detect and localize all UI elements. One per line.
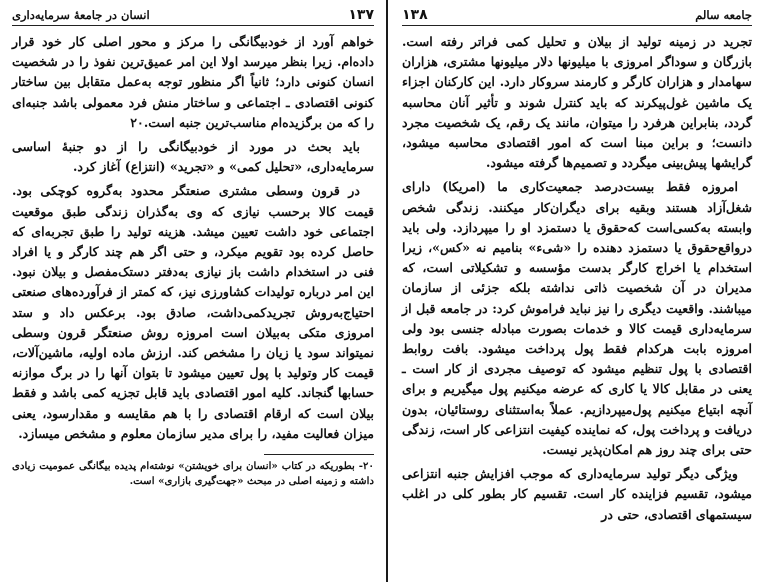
paragraph: امروزه فقط بیست‌درصد جمعیت‌کاری ما (امریکا) دارای شغل‌آزاد هستند وبقیه برای دیگران‌کار میکنند. زندگی شخص وابسته به‌کسی‌است که‌حقوق یا دستمزد او را میپردازد. ولی باید درواقع‌حقوق یا دستمزد دهنده را «شیء» بنامیم نه «کس»، زیرا استخدام یا اخراج کارگر بدست مؤسسه و تشکیلاتی است، که مدیران در آن شخصیت ذاتی نداشته بلکه جزئی از سازمان میباشند. واقعیت دیگری را نیز نباید فراموش کرد: در جامعه قبل از سرمایه‌داری قیمت کالا و خدمات بصورت مبادله جنسی بود ولی امروزه بابت هرکدام فقط پول پرداخت میشود. بافت روابط اقتصادی با پول تنظیم میشود که توصیف مجردی از کار است ـ یعنی در مقابل کالا یا کاری که عرضه میکنیم پول میگیریم و برای آنچه ابتیاع میکنیم پول‌میپردازیم. عملاً به‌استثنای روستائیان، بدون دریافت و پرداخت پول، که نماینده کیفیت انتزاعی کار است، زندگی حتی برای چند روز هم امکان‌پذیر نیست. — [402, 179, 752, 458]
right-running-head — [402, 6, 752, 24]
left-body-text — [12, 32, 374, 444]
paragraph: ویژگی دیگر تولید سرمایه‌داری که موجب افزایش جنبه انتزاعی میشود، تقسیم فزاینده کار است. تقسیم کار بطور کلی در اغلب سیستمهای اقتصادی، حتی در — [402, 466, 752, 522]
footnote-rule — [264, 454, 374, 455]
running-title: جامعه سالم — [695, 8, 752, 22]
paragraph: خواهم آورد از خودبیگانگی را مرکز و محور اصلی کار خود قرار داده‌ام. زیرا بنظر میرسد اولا این امر عمیق‌ترین نفوذ را در شخصیت انسان کنونی دارد؛ ثانیاً اگر منظور توجه به‌عمل متقابل بین ساختار کنونی اقتصادی ـ اجتماعی و ساختار منش فرد معمولی باشد جنبه‌ای را که من برگزیده‌ام مناسب‌ترین جنبه است.۲۰ — [12, 34, 374, 130]
header-rule — [12, 25, 374, 26]
right-body-text — [402, 32, 752, 525]
paragraph: در قرون وسطی مشتری صنعتگر محدود به‌گروه کوچکی بود. قیمت کالا برحسب نیازی که وی به‌گذران زندگی طبق موقعیت اجتماعی خود داشت تعیین میشد. هزینه تولید را طبق تجربه‌ای که حاصل کرده بود تقویم میکرد، و حتی اگر هم چند کارگر و یا افراد فنی در استخدام داشت باز نیازی به‌دفتر دستک‌مفصل و بیلان نبود. این امر درباره تولیدات کشاورزی نیز، که کمتر از فرآورده‌های صنعتی احتیاج‌به‌روش تجریدکمی‌داشت، صادق بود. برعکس داد و ستد امروزی متکی به‌بیلان است امروزه روش صنعتگر قرون وسطی نمیتواند سود یا زیان را مشخص کند. ارزش ماده اولیه، ماشین‌آلات، قیمت کار وتولید با پول تعیین میشود تا بتوان آنها را در برگ موازنه حسابها گنجاند. کلیه امور اقتصادی باید قابل تجزیه کمی باشد و فقط بیلان است که ارقام اقتصادی را با هم مقایسه و مقدارسود، یعنی میزان فعالیت مفید، را برای مدیر سازمان معلوم و مشخص میسازد. — [12, 183, 374, 441]
right-page — [388, 0, 768, 582]
page-number: ۱۳۷ — [348, 7, 374, 23]
running-title: انسان در جامعهٔ سرمایه‌داری — [12, 8, 150, 22]
paragraph: تجرید در زمینه تولید از بیلان و تحلیل کمی فراتر رفته است. بازرگان و سوداگر امروزی با میلیونها دلار میلیونها مشتری، هزاران سهامدار و هزاران کارگر و کارمند سروکار دارد. این کارکنان اجزاء یک ماشین غول‌پیکرند که باید کنترل شوند و تأثیر آنان محاسبه گردد، بنابراین هرفرد را میتوان، مانند یک رقم، یک شخصیت مجرد دانست؛ و براین مبنا است که امور اقتصادی محاسبه میشود، گرایشها پیش‌بینی میگردد و تصمیم‌ها گرفته میشود. — [402, 34, 752, 171]
page-number: ۱۳۸ — [402, 7, 428, 23]
header-rule — [402, 25, 752, 26]
footnote: ۲۰- بطوریکه در کتاب «انسان برای خویشتن» نوشته‌ام پدیده بیگانگی عمومیت زیادی داشته و زمینه اصلی در مبحث «جهت‌گیری بازاری» است. — [12, 460, 374, 488]
paragraph: باید بحث در مورد از خودبیگانگی را از دو جنبهٔ اساسی سرمایه‌داری، «تحلیل کمی» و «تجرید» (انتزاع) آغاز کرد. — [12, 139, 374, 175]
left-running-head — [12, 6, 374, 24]
